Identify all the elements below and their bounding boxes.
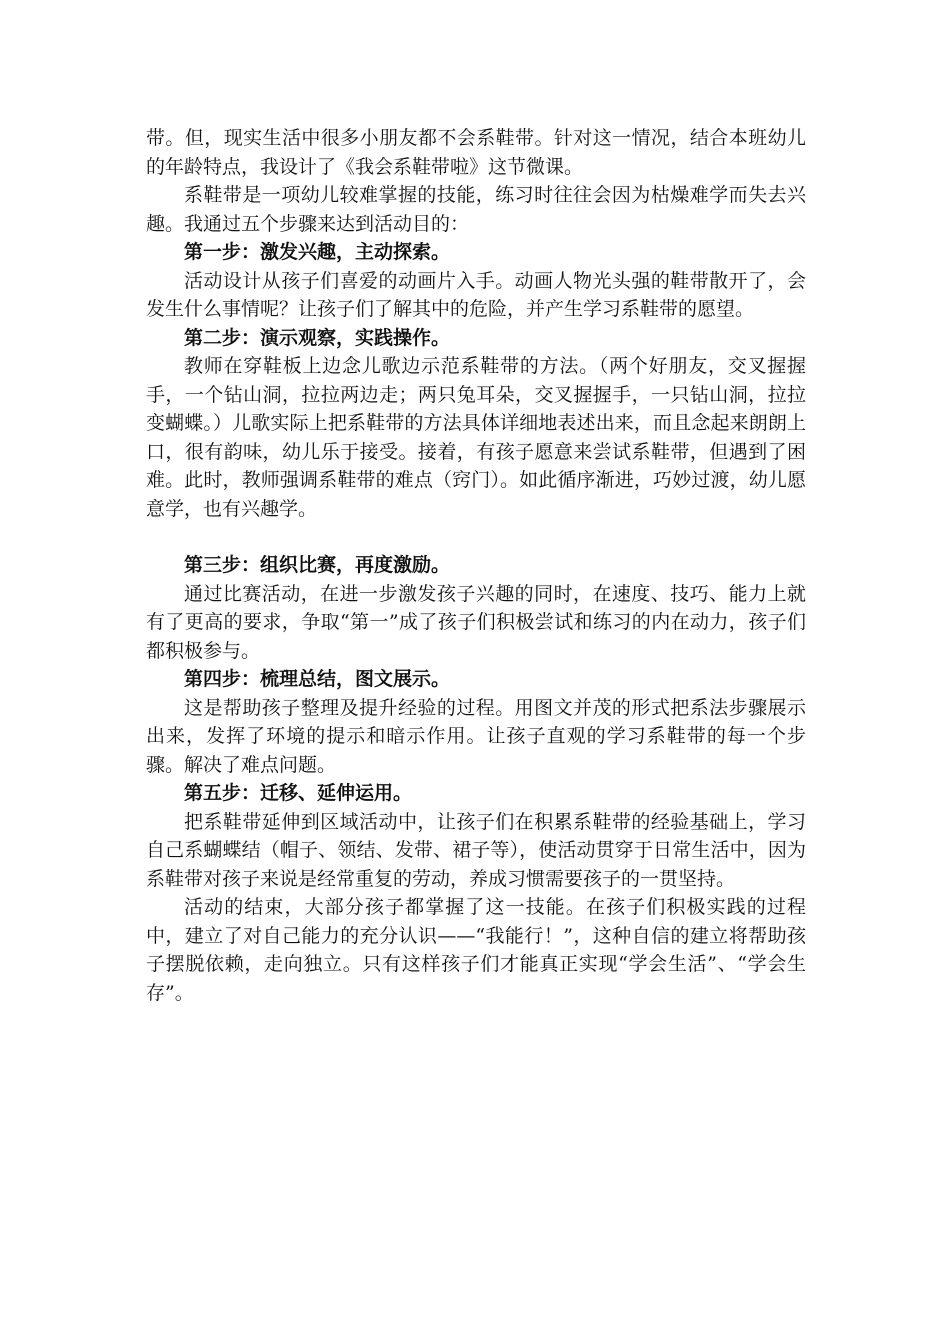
step-three-heading: 第三步：组织比赛，再度激励。 <box>184 554 451 576</box>
step-two-heading: 第二步：演示观察，实践操作。 <box>184 326 451 349</box>
paragraph-overview: 系鞋带是一项幼儿较难掌握的技能，练习时往往会因为枯燥难学而失去兴趣。我通过五个步骤来达到活动目的： <box>146 184 806 235</box>
step-three-body: 通过比赛活动，在进一步激发孩子兴趣的同时，在速度、技巧、能力上就有了更高的要求，争取“第一”成了孩子们积极尝试和练习的内在动力，孩子们都积极参与。 <box>146 582 806 662</box>
document-body <box>146 124 806 1007</box>
step-one-body: 活动设计从孩子们喜爱的动画片入手。动画人物光头强的鞋带散开了，会发生什么事情呢？让孩子们了解其中的危险，并产生学习系鞋带的愿望。 <box>146 269 806 320</box>
step-five-heading: 第五步：迁移、延伸运用。 <box>184 782 413 804</box>
step-four-body: 这是帮助孩子整理及提升经验的过程。用图文并茂的形式把系法步骤展示出来，发挥了环境的提示和暗示作用。让孩子直观的学习系鞋带的每一个步骤。解决了难点问题。 <box>146 696 806 776</box>
paragraph-intro-continued: 带。但，现实生活中很多小朋友都不会系鞋带。针对这一情况，结合本班幼儿的年龄特点，我设计了《我会系鞋带啦》这节微课。 <box>146 127 806 178</box>
paragraph-conclusion: 活动的结束，大部分孩子都掌握了这一技能。在孩子们积极实践的过程中，建立了对自己能力的充分认识——“我能行！”，这种自信的建立将帮助孩子摆脱依赖，走向独立。只有这样孩子们才能真正实现“学会生活”、“学会生存”。 <box>146 896 806 1004</box>
step-two-body: 教师在穿鞋板上边念儿歌边示范系鞋带的方法。（两个好朋友，交叉握握手，一个钻山洞，拉拉两边走；两只兔耳朵，交叉握握手，一只钻山洞，拉拉变蝴蝶。）儿歌实际上把系鞋带的方法具体详细地表述出来，而且念起来朗朗上口，很有韵味，幼儿乐于接受。接着，有孩子愿意来尝试系鞋带，但遇到了困难。此时，教师强调系鞋带的难点（窍门）。如此循序渐进，巧妙过渡，幼儿愿意学，也有兴趣学。 <box>146 355 806 520</box>
step-five-body: 把系鞋带延伸到区域活动中，让孩子们在积累系鞋带的经验基础上，学习自己系蝴蝶结（帽子、领结、发带、裙子等），使活动贯穿于日常生活中，因为系鞋带对孩子来说是经常重复的劳动，养成习惯需要孩子的一贯坚持。 <box>146 810 806 890</box>
step-four-heading: 第四步：梳理总结，图文展示。 <box>184 668 451 690</box>
step-one-heading: 第一步：激发兴趣，主动探索。 <box>184 241 451 263</box>
